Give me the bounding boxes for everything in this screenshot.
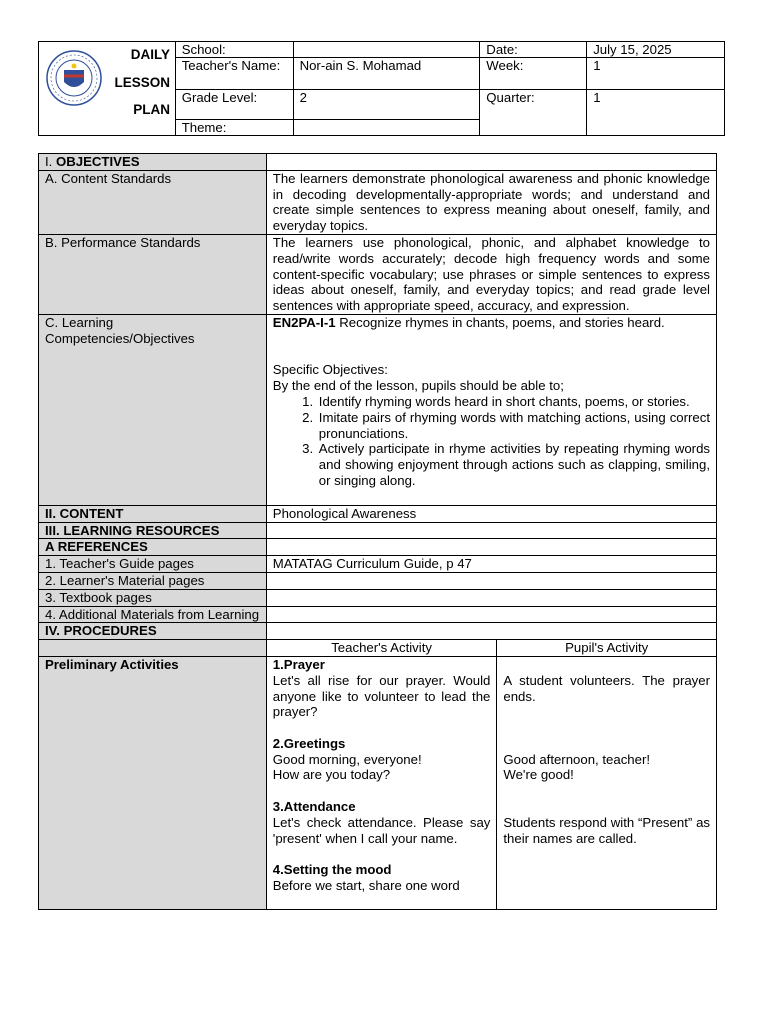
date-value[interactable]: July 15, 2025	[587, 42, 725, 58]
week-value[interactable]: 1	[587, 58, 725, 90]
procedures-heading: IV. PROCEDURES	[39, 623, 267, 640]
pupil-activity-header: Pupil's Activity	[497, 640, 717, 657]
procedures-row	[39, 623, 717, 640]
teacher-name-label: Teacher's Name:	[175, 58, 293, 90]
greetings-teacher-line-1: Good morning, everyone!	[272, 751, 422, 767]
header-table	[38, 41, 725, 136]
content-heading: II. CONTENT	[39, 505, 267, 522]
prayer-pupil-text: A student volunteers. The prayer ends.	[503, 672, 710, 704]
learners-material-row	[39, 572, 717, 589]
grade-level-value[interactable]: 2	[293, 90, 480, 120]
attendance-pupil-text: Students respond with “Present” as their names are called.	[503, 814, 710, 846]
performance-standards-text: The learners use phonological, phonic, and alphabet knowledge to read/write words accurately; decode high frequency words and some content-specific vocabulary; use phrases or simple sentences to express ideas about oneself, family, and everyday topics; and read grade level sentences with appropriate speed, accuracy, and expression.	[266, 234, 716, 314]
specific-objectives-heading: Specific Objectives:	[272, 362, 388, 378]
learning-resources-row	[39, 522, 717, 539]
content-standards-text: The learners demonstrate phonological awareness and phonic knowledge in decoding developmentally-appropriate words; and understand and create simple sentences to express meaning about oneself, family, and everyday topics.	[266, 170, 716, 234]
textbook-row	[39, 589, 717, 606]
additional-materials-label: 4. Additional Materials from Learning	[39, 606, 267, 623]
week-label: Week:	[480, 58, 587, 90]
pupil-activity-cell	[497, 656, 717, 909]
content-standards-label: A. Content Standards	[39, 170, 267, 234]
specific-objective-item: 2. Imitate pairs of rhyming words with matching actions, using correct pronunciations.	[317, 410, 710, 442]
attendance-title: 3.Attendance	[272, 799, 356, 815]
greetings-teacher-line-2: How are you today?	[272, 767, 391, 783]
specific-objective-item: 3. Actively participate in rhyme activities by repeating rhyming words and showing enjoyment through actions such as clapping, smiling, or singing along.	[317, 441, 710, 488]
competencies-row	[39, 314, 717, 505]
competencies-label: C. Learning Competencies/Objectives	[39, 314, 267, 505]
preliminary-activities-row	[39, 656, 717, 909]
competency-text: Recognize rhymes in chants, poems, and stories heard.	[335, 314, 665, 330]
content-value: Phonological Awareness	[266, 505, 716, 522]
references-row	[39, 539, 717, 556]
performance-standards-label: B. Performance Standards	[39, 234, 267, 314]
attendance-teacher-text: Let's check attendance. Please say 'present' when I call your name.	[272, 814, 491, 846]
teacher-name-value[interactable]: Nor-ain S. Mohamad	[293, 58, 480, 90]
objectives-heading-row	[39, 154, 717, 171]
references-heading: A REFERENCES	[39, 539, 267, 556]
teachers-guide-label: 1. Teacher's Guide pages	[39, 556, 267, 573]
teacher-activity-cell	[266, 656, 497, 909]
competency-code: EN2PA-I-1	[272, 314, 336, 330]
quarter-label: Quarter:	[480, 90, 587, 136]
prayer-teacher-text: Let's all rise for our prayer. Would anyone like to volunteer to lead the prayer?	[272, 672, 491, 720]
objectives-heading-prefix: I.	[45, 154, 53, 169]
setting-mood-title: 4.Setting the mood	[272, 862, 392, 878]
content-row	[39, 505, 717, 522]
textbook-label: 3. Textbook pages	[39, 589, 267, 606]
school-value[interactable]	[293, 42, 480, 58]
greetings-pupil-line-2: We're good!	[503, 767, 574, 783]
learners-material-label: 2. Learner's Material pages	[39, 572, 267, 589]
preliminary-activities-label: Preliminary Activities	[39, 656, 267, 909]
school-label: School:	[175, 42, 293, 58]
content-standards-row	[39, 170, 717, 234]
specific-objectives-list	[273, 394, 710, 489]
greetings-title: 2.Greetings	[272, 735, 346, 751]
specific-objective-item: 1. Identify rhyming words heard in short chants, poems, or stories.	[317, 394, 710, 410]
additional-materials-row	[39, 606, 717, 623]
title-line-lesson: LESSON	[114, 74, 170, 90]
theme-label: Theme:	[175, 120, 293, 136]
quarter-value[interactable]: 1	[587, 90, 725, 136]
teacher-activity-header: Teacher's Activity	[266, 640, 497, 657]
activity-columns-row	[39, 640, 717, 657]
performance-standards-row	[39, 234, 717, 314]
theme-value[interactable]	[293, 120, 480, 136]
title-line-daily: DAILY	[130, 47, 170, 62]
objectives-heading: OBJECTIVES	[56, 154, 140, 169]
title-line-plan: PLAN	[133, 102, 170, 117]
lesson-plan-table	[38, 153, 717, 910]
date-label: Date:	[480, 42, 587, 58]
learning-resources-heading: III. LEARNING RESOURCES	[39, 522, 267, 539]
teachers-guide-value: MATATAG Curriculum Guide, p 47	[266, 556, 716, 573]
prayer-title: 1.Prayer	[272, 656, 325, 672]
greetings-pupil-line-1: Good afternoon, teacher!	[503, 751, 651, 767]
teachers-guide-row	[39, 556, 717, 573]
grade-level-label: Grade Level:	[175, 90, 293, 120]
setting-mood-teacher-text: Before we start, share one word	[272, 878, 460, 894]
specific-objectives-intro: By the end of the lesson, pupils should be able to;	[272, 378, 564, 394]
